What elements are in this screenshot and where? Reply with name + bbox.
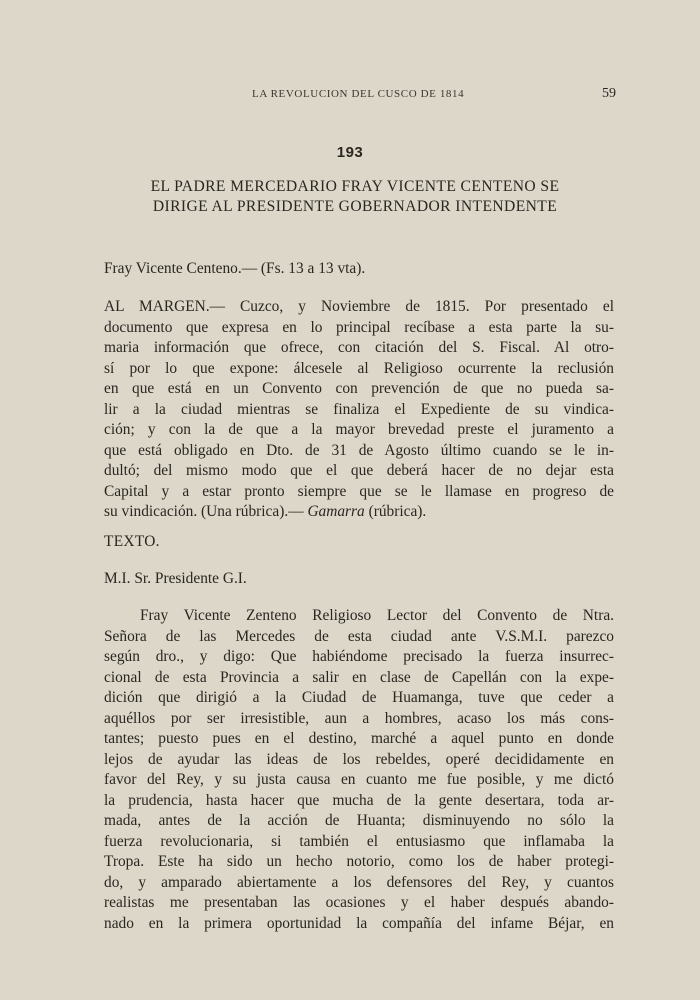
document-title [100,177,610,217]
texto-heading: TEXTO. [104,533,160,550]
text-line: en que está en un Convento con prevención de que no pueda sa- [104,380,614,397]
source-reference: Fray Vicente Centeno.— (Fs. 13 a 13 vta). [104,260,366,277]
document-title-line: EL PADRE MERCEDARIO FRAY VICENTE CENTENO SE [150,178,560,195]
text-segment: (rúbrica). [364,503,427,520]
text-line: realistas me presentaban las ocasiones y el haber después abando- [104,894,614,911]
text-line: sí por lo que expone: álcesele al Religioso ocurrente la reclusión [104,359,614,377]
text-line: favor del Rey, y su justa causa en cuanto me fue posible, y me dictó [104,771,614,788]
text-line: ción; y con la de que a la mayor brevedad preste el juramento a [104,421,614,438]
text-line: Señora de las Mercedes de esta ciudad ante V.S.M.I. parezco [104,627,614,645]
text-line: Fray Vicente Zenteno Religioso Lector del Convento de Ntra. [140,607,614,624]
signature-name: Gamarra [307,503,365,520]
document-title-line: DIRIGE AL PRESIDENTE GOBERNADOR INTENDENTE [152,198,558,215]
margin-note-paragraph [104,297,614,523]
page-number: 59 [602,86,616,101]
text-line: maria información que ofrece, con citación del S. Fiscal. Al otro- [104,339,614,356]
text-line: lejos de ayudar las ideas de los rebeldes, operé decididamente en [104,750,614,768]
salutation: M.I. Sr. Presidente G.I. [104,570,247,587]
text-line: do, y amparado abiertamente a los defensores del Rey, y cuantos [104,873,614,891]
text-segment: su vindicación. (Una rúbrica).— [104,503,308,520]
text-line: AL MARGEN.— Cuzco, y Noviembre de 1815. Por presentado el [104,298,614,315]
text-line: tantes; puesto pues en el destino, marché a aquel punto en donde [104,730,614,747]
text-line: Capital y a estar pronto siempre que se le llamase en progreso de [104,482,614,500]
running-head [0,86,700,106]
text-line: cional de esta Provincia a salir en clase de Capellán con la expe- [104,668,614,686]
text-line: la prudencia, hasta hacer que mucha de la gente desertara, toda ar- [104,791,614,809]
text-line: lir a la ciudad mientras se finaliza el Expediente de su vindica- [104,400,614,418]
running-title: LA REVOLUCION DEL CUSCO DE 1814 [252,88,465,100]
document-number: 193 [336,144,364,161]
text-line: aquéllos por ser irresistible, aun a hombres, acaso los más cons- [104,709,614,727]
letter-paragraph [104,606,614,934]
text-line: que está obligado en Dto. de 31 de Agosto último cuando se le in- [104,441,614,459]
text-line: fuerza revolucionaria, si también el entusiasmo que inflamaba la [104,832,614,850]
text-line: mada, antes de la acción de Huanta; disminuyendo no sólo la [104,812,614,829]
text-line: dición que dirigió a la Ciudad de Huamanga, tuve que ceder a [104,689,614,706]
text-line: dultó; del mismo modo que el que deberá hacer de no dejar esta [104,462,614,479]
text-line: Tropa. Este ha sido un hecho notorio, como los de haber protegi- [104,853,614,870]
text-line: documento que expresa en lo principal recíbase a esta parte la su- [104,318,614,336]
text-line: según dro., y digo: Que habiéndome precisado la fuerza insurrec- [104,648,614,665]
text-line-last [104,502,614,523]
text-line: nado en la primera oportunidad la compañía del infame Béjar, en [104,914,614,932]
